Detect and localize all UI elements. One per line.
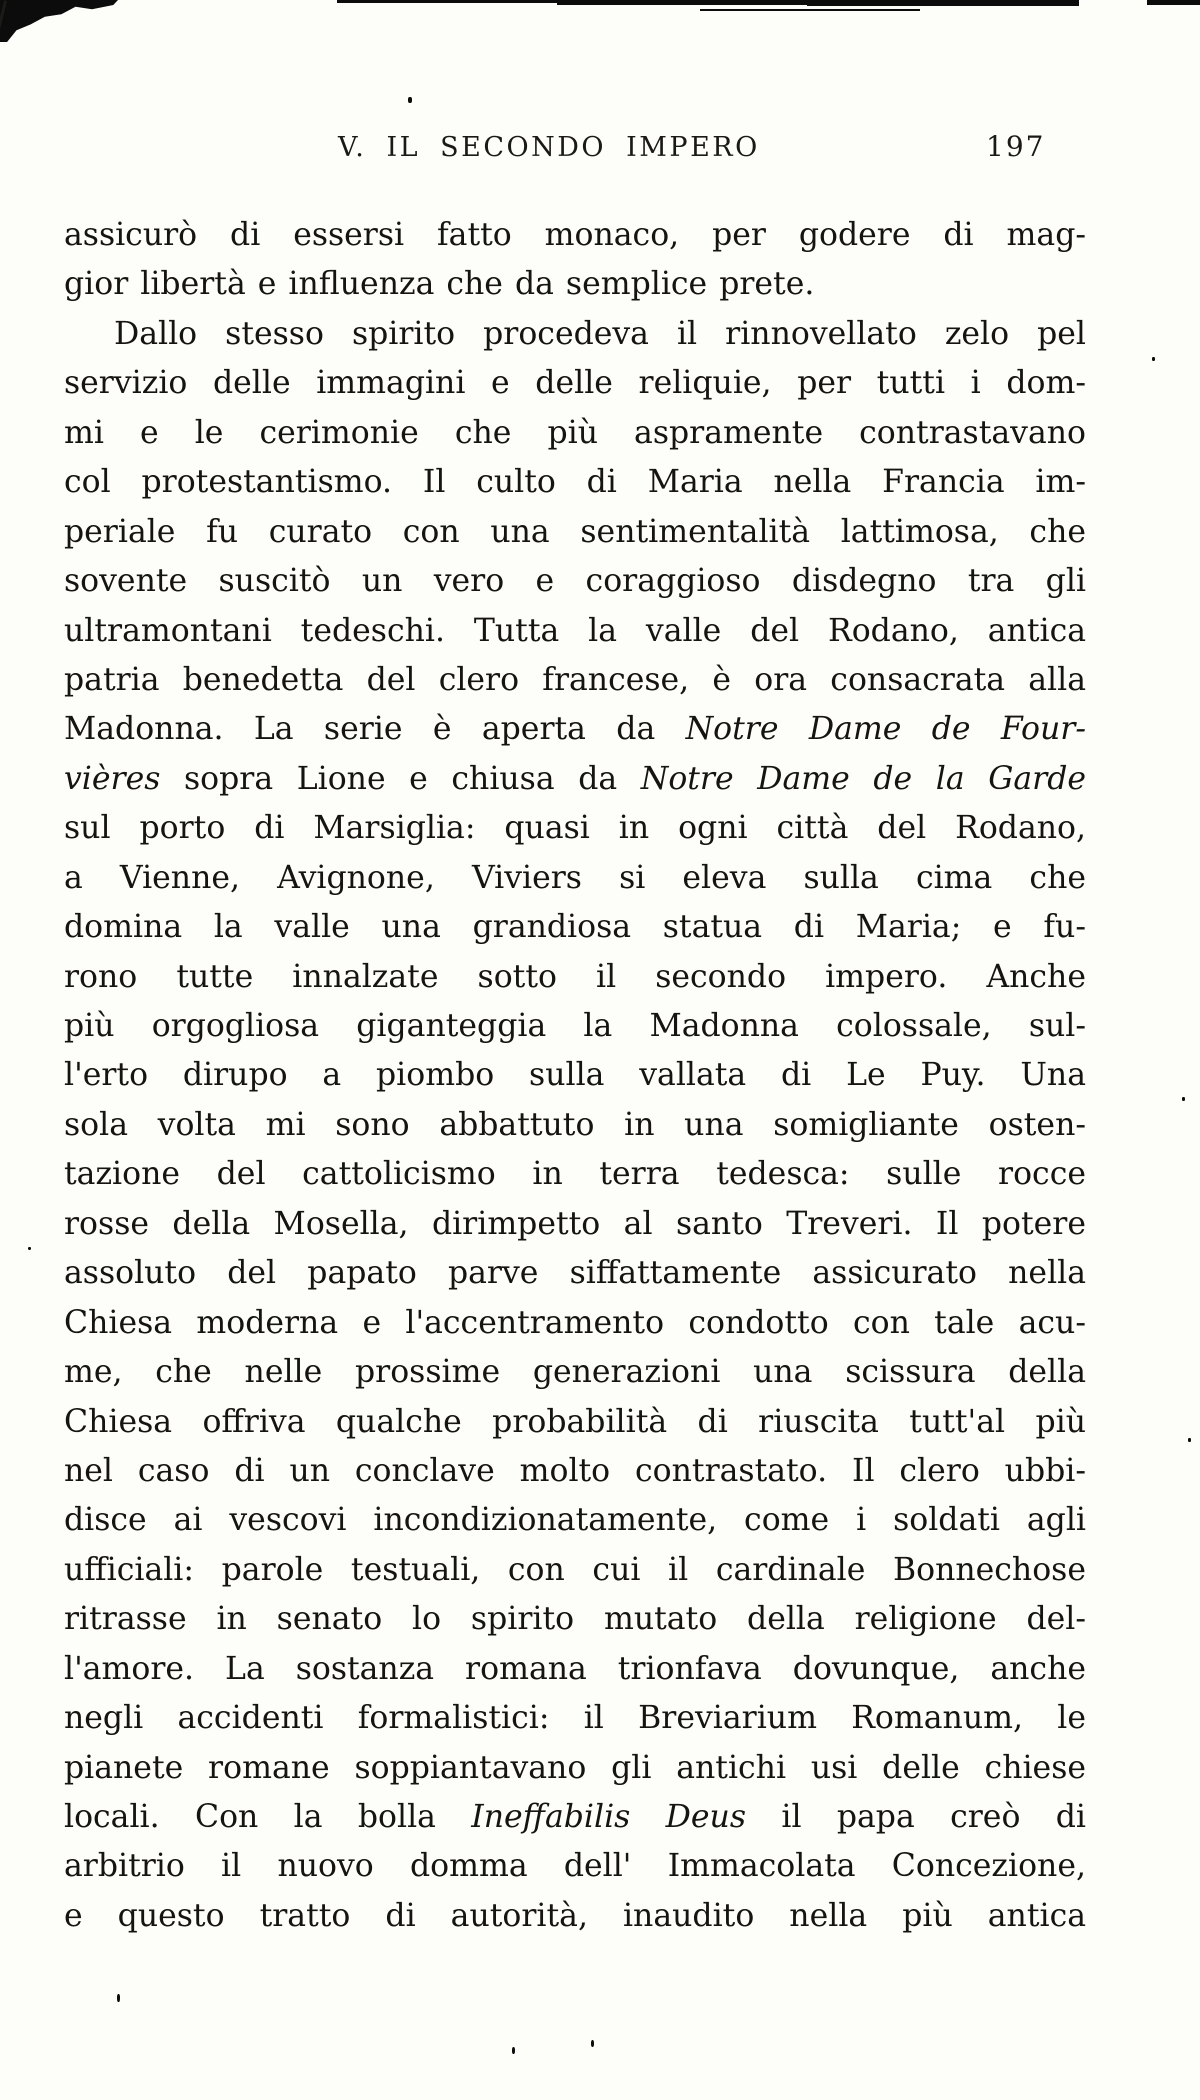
- italic-text-segment: Ineffabilis Deus: [471, 1799, 747, 1835]
- text-segment: servizio delle immagini e delle reliquie, per tutti i dom-: [64, 365, 1086, 402]
- text-segment: e questo tratto di autorità, inaudito nella più antica: [64, 1897, 1086, 1934]
- text-segment: negli accidenti formalistici: il Breviarium Romanum, le: [64, 1700, 1086, 1737]
- italic-text-segment: Notre Dame de la Garde: [640, 760, 1086, 797]
- text-line: [64, 1398, 1086, 1447]
- text-segment: me, che nelle prossime generazioni una scissura della: [64, 1354, 1086, 1391]
- text-line: [64, 310, 1086, 359]
- text-segment: sovente suscitò un vero e coraggioso disdegno tra gli: [64, 563, 1086, 600]
- scan-artifact-speck: [1182, 1097, 1185, 1101]
- text-line: [64, 1101, 1086, 1150]
- text-segment: l'amore. La sostanza romana trionfava dovunque, anche: [64, 1650, 1086, 1687]
- text-segment: disce ai vescovi incondizionatamente, come i soldati agli: [64, 1502, 1086, 1539]
- text-segment: Chiesa offriva qualche probabilità di riuscita tutt'al più: [64, 1403, 1086, 1440]
- text-line: [64, 1892, 1086, 1941]
- scan-artifact-edge-line: [700, 9, 920, 11]
- text-line: [64, 1595, 1086, 1644]
- text-line: [64, 458, 1086, 507]
- scan-artifact-speck: [591, 2040, 594, 2047]
- text-segment: più orgogliosa giganteggia la Madonna colossale, sul-: [64, 1008, 1086, 1044]
- scan-artifact-speck: [28, 1247, 31, 1250]
- text-segment: ritrasse in senato lo spirito mutato della religione del-: [64, 1601, 1086, 1638]
- text-segment: l'erto dirupo a piombo sulla vallata di Le Puy. Una: [64, 1057, 1086, 1094]
- text-line: [64, 804, 1086, 853]
- scan-artifact-speck: [1188, 1438, 1191, 1442]
- text-line: [64, 1348, 1086, 1397]
- text-segment: arbitrio il nuovo domma dell' Immacolata Concezione,: [64, 1848, 1086, 1885]
- text-segment: sul porto di Marsiglia: quasi in ogni città del Rodano,: [64, 810, 1086, 847]
- text-line: [64, 656, 1086, 705]
- text-line: [64, 1694, 1086, 1743]
- text-segment: rono tutte innalzate sotto il secondo impero. Anche: [64, 958, 1086, 995]
- text-line: [64, 1002, 1086, 1051]
- text-line: [64, 1249, 1086, 1298]
- text-segment: col protestantismo. Il culto di Maria nella Francia im-: [64, 464, 1086, 501]
- text-line: [64, 1645, 1086, 1694]
- text-line: [64, 211, 1086, 260]
- text-line: [64, 607, 1086, 656]
- scan-artifact-edge-dash: [807, 0, 1079, 6]
- text-segment: pianete romane soppiantavano gli antichi usi delle chiese: [64, 1749, 1086, 1786]
- text-segment: mi e le cerimonie che più aspramente contrastavano: [64, 414, 1086, 451]
- text-segment: locali. Con la bolla: [64, 1799, 472, 1835]
- text-segment: ufficiali: parole testuali, con cui il cardinale Bonnechose: [64, 1551, 1086, 1588]
- text-segment: domina la valle una grandiosa statua di Maria; e fu-: [64, 909, 1086, 946]
- text-line: [64, 557, 1086, 606]
- text-line: [64, 1150, 1086, 1199]
- text-line: [64, 409, 1086, 458]
- text-line: [64, 1200, 1086, 1249]
- scan-artifact-corner-blob: [0, 0, 118, 42]
- text-segment: ultramontani tedeschi. Tutta la valle del Rodano, antica: [64, 612, 1086, 649]
- italic-text-segment: Notre Dame de Four-: [685, 711, 1086, 748]
- chapter-title: V. IL SECONDO IMPERO: [338, 132, 760, 163]
- text-segment: assoluto del papato parve siffattamente assicurato nella: [64, 1255, 1086, 1292]
- page-number: 197: [986, 130, 1046, 163]
- text-line: [64, 260, 1086, 309]
- text-line: [64, 705, 1086, 754]
- text-line: [64, 359, 1086, 408]
- text-segment: il papa creò di: [746, 1799, 1086, 1835]
- text-segment: assicurò di essersi fatto monaco, per godere di mag-: [64, 217, 1086, 253]
- text-line: [64, 1546, 1086, 1595]
- text-line: [64, 1842, 1086, 1891]
- body-text: [64, 211, 1086, 1941]
- text-segment: a Vienne, Avignone, Viviers si eleva sulla cima che: [64, 859, 1086, 896]
- scan-artifact-speck: [512, 2047, 515, 2054]
- text-segment: Dallo stesso spirito procedeva il rinnovellato zelo pel: [114, 315, 1086, 352]
- text-segment: tazione del cattolicismo in terra tedesca: sulle rocce: [64, 1156, 1086, 1193]
- scan-artifact-edge-dash: [557, 0, 823, 5]
- text-line: [64, 508, 1086, 557]
- text-line: [64, 755, 1086, 804]
- text-line: [64, 854, 1086, 903]
- scan-artifact-speck: [117, 1994, 120, 2002]
- text-line: [64, 903, 1086, 952]
- scan-artifact-speck: [1152, 357, 1155, 361]
- text-segment: sopra Lione e chiusa da: [160, 760, 641, 797]
- text-segment: sola volta mi sono abbattuto in una somigliante osten-: [64, 1106, 1086, 1143]
- scan-artifact-speck: [408, 97, 412, 103]
- text-segment: Chiesa moderna e l'accentramento condotto con tale acu-: [64, 1304, 1086, 1341]
- text-segment: gior libertà e influenza che da semplice prete.: [64, 266, 815, 303]
- text-line: [64, 1793, 1086, 1842]
- text-segment: patria benedetta del clero francese, è ora consacrata alla: [64, 661, 1086, 698]
- text-segment: periale fu curato con una sentimentalità lattimosa, che: [64, 513, 1086, 550]
- text-line: [64, 1496, 1086, 1545]
- italic-text-segment: vières: [64, 760, 161, 797]
- text-segment: nel caso di un conclave molto contrastato. Il clero ubbi-: [64, 1452, 1086, 1489]
- scan-artifact-edge-dash: [1147, 0, 1200, 5]
- text-line: [64, 953, 1086, 1002]
- text-segment: Madonna. La serie è aperta da: [64, 711, 686, 748]
- text-line: [64, 1299, 1086, 1348]
- text-segment: rosse della Mosella, dirimpetto al santo Treveri. Il potere: [64, 1205, 1086, 1242]
- text-line: [64, 1447, 1086, 1496]
- text-line: [64, 1744, 1086, 1793]
- text-line: [64, 1051, 1086, 1100]
